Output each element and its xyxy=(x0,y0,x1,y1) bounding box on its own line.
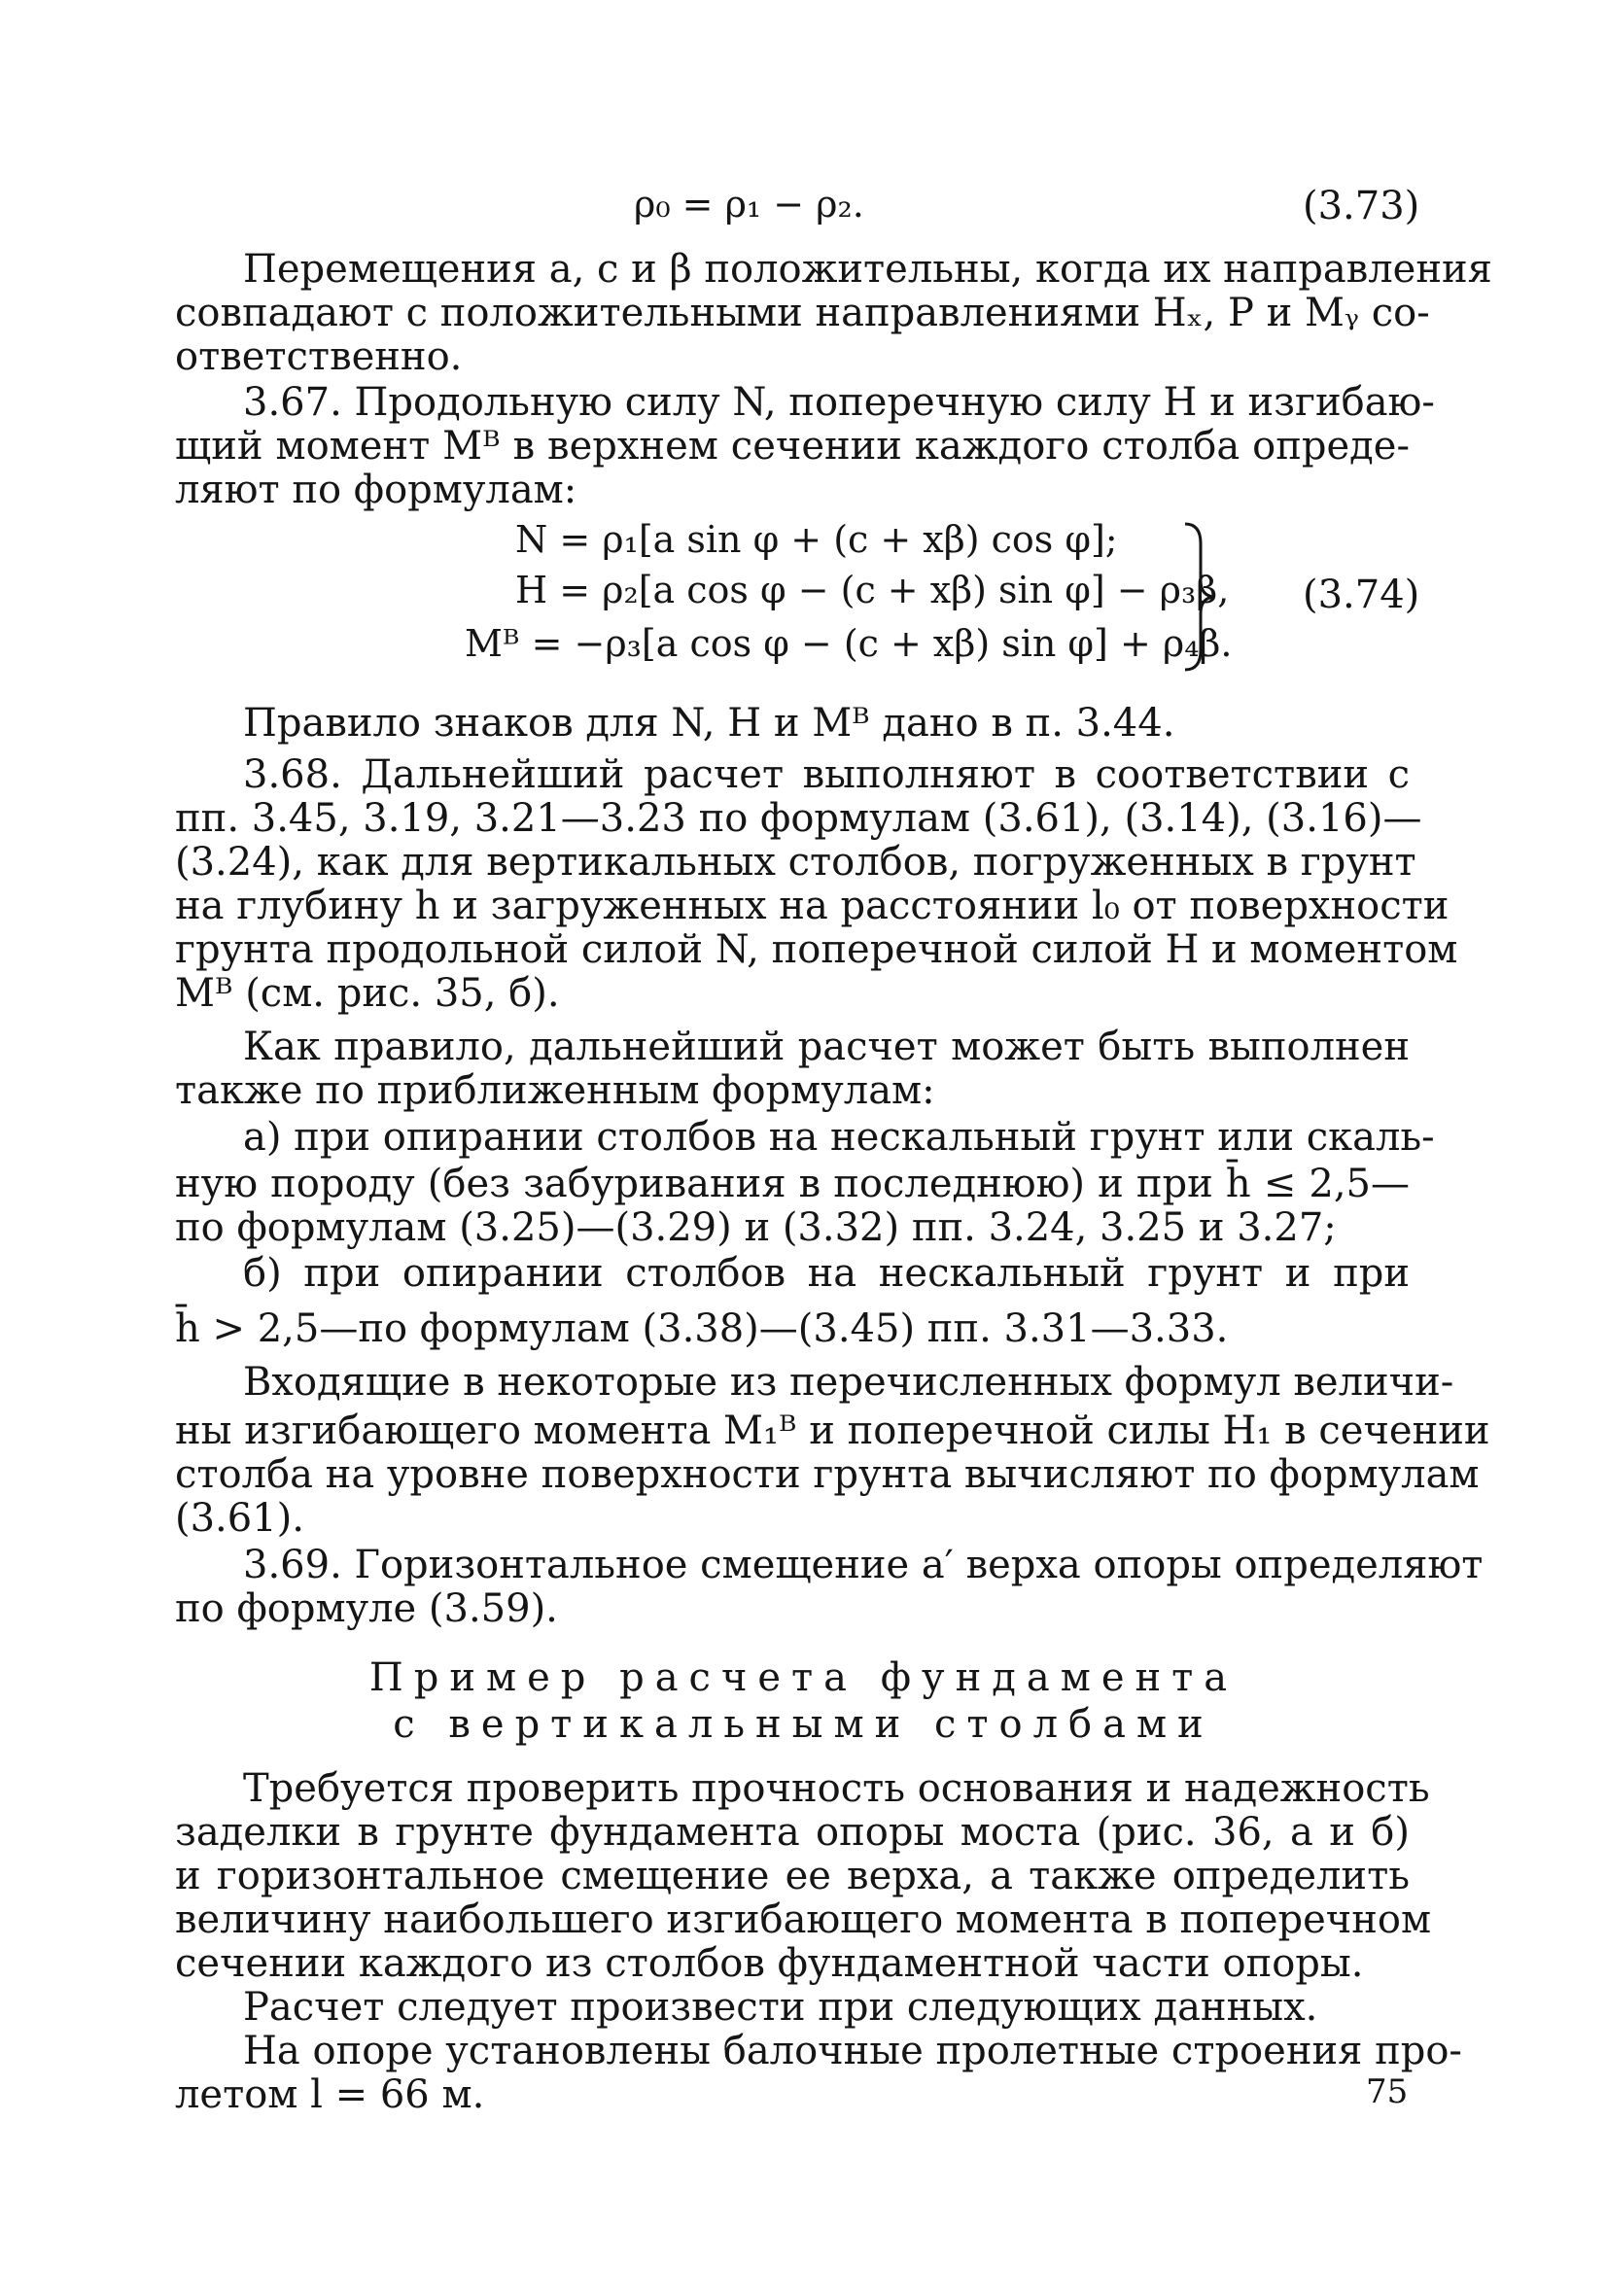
paragraph-3-69-line-2: по формуле (3.59). xyxy=(175,1586,558,1631)
paragraph-3-68-line-5: грунта продольной силой N, поперечной силой H и моментом xyxy=(175,927,1458,972)
section-heading-line-2: с вертикальными столбами xyxy=(393,1702,1214,1747)
paragraph-task-line-5: сечении каждого из столбов фундаментной части опоры. xyxy=(175,1941,1364,1986)
paragraph-3-68-line-1: 3.68. Дальнейший расчет выполняют в соответствии с xyxy=(243,752,1410,797)
equation-3-73: ρ₀ = ρ₁ − ρ₂. xyxy=(634,183,864,226)
list-item-a-line-3: по формулам (3.25)—(3.29) и (3.32) пп. 3.24, 3.25 и 3.27; xyxy=(175,1205,1337,1250)
paragraph-3-67-line-1: 3.67. Продольную силу N, поперечную силу H и изгибаю- xyxy=(243,380,1435,425)
right-brace-icon xyxy=(1181,520,1220,674)
paragraph-displacements-line-1: Перемещения a, c и β положительны, когда их направления xyxy=(243,247,1492,292)
paragraph-3-68-line-4: на глубину h и загруженных на расстоянии l₀ от поверхности xyxy=(175,884,1450,928)
paragraph-3-69-line-1: 3.69. Горизонтальное смещение a′ верха опоры определяют xyxy=(243,1543,1484,1587)
paragraph-displacements-line-2: совпадают с положительными направлениями Hₓ, P и Mᵧ со- xyxy=(175,291,1430,335)
paragraph-3-68-line-3: (3.24), как для вертикальных столбов, погруженных в грунт xyxy=(175,840,1416,885)
list-item-a-line-1: а) при опирании столбов на нескальный грунт или скаль- xyxy=(243,1115,1435,1160)
paragraph-approximate-line-1: Как правило, дальнейший расчет может быть выполнен xyxy=(243,1025,1410,1069)
paragraph-task-line-2: заделки в грунте фундамента опоры моста (рис. 36, а и б) xyxy=(175,1810,1410,1855)
paragraph-task-line-3: и горизонтальное смещение ее верха, а также определить xyxy=(175,1854,1410,1898)
section-heading-line-1: Пример расчета фундамента xyxy=(368,1655,1239,1700)
paragraph-sign-rule: Правило знаков для N, H и Mᴮ дано в п. 3.44. xyxy=(243,701,1175,746)
equation-3-74-line-2: H = ρ₂[a cos φ − (c + xβ) sin φ] − ρ₃β, xyxy=(515,569,1230,611)
paragraph-spans-line-1: На опоре установлены балочные пролетные строения про- xyxy=(243,2029,1462,2073)
paragraph-3-68-line-2: пп. 3.45, 3.19, 3.21—3.23 по формулам (3.61), (3.14), (3.16)— xyxy=(175,796,1422,841)
paragraph-included-values-line-1: Входящие в некоторые из перечисленных формул величи- xyxy=(243,1360,1454,1405)
paragraph-included-values-line-3: столба на уровне поверхности грунта вычисляют по формулам xyxy=(175,1452,1480,1497)
paragraph-task-line-4: величину наибольшего изгибающего момента в поперечном xyxy=(175,1897,1432,1942)
paragraph-included-values-line-4: (3.61). xyxy=(175,1496,304,1541)
paragraph-spans-line-2: летом l = 66 м. xyxy=(175,2072,485,2117)
equation-3-74-line-1: N = ρ₁[a sin φ + (c + xβ) cos φ]; xyxy=(515,518,1118,561)
paragraph-data-intro: Расчет следует произвести при следующих данных. xyxy=(243,1985,1318,2030)
paragraph-displacements-line-3: ответственно. xyxy=(175,334,463,379)
list-item-b-line-2: h̄ > 2,5—по формулам (3.38)—(3.45) пп. 3.31—3.33. xyxy=(175,1306,1229,1351)
paragraph-3-67-line-3: ляют по формулам: xyxy=(175,468,577,512)
equation-3-74-line-3: Mᴮ = −ρ₃[a cos φ − (c + xβ) sin φ] + ρ₄β. xyxy=(465,622,1233,665)
paragraph-3-67-line-2: щий момент Mᴮ в верхнем сечении каждого столба опреде- xyxy=(175,424,1410,469)
paragraph-3-68-line-6: Mᴮ (см. рис. 35, б). xyxy=(175,971,560,1016)
equation-3-73-number: (3.73) xyxy=(1303,184,1420,228)
paragraph-approximate-line-2: также по приближенным формулам: xyxy=(175,1068,935,1113)
paragraph-task-line-1: Требуется проверить прочность основания и надежность xyxy=(243,1766,1430,1811)
page-number: 75 xyxy=(1366,2072,1409,2111)
equation-3-74-number: (3.74) xyxy=(1303,573,1420,617)
list-item-b-line-1: б) при опирании столбов на нескальный грунт и при xyxy=(243,1251,1410,1296)
paragraph-included-values-line-2: ны изгибающего момента M₁ᴮ и поперечной силы H₁ в сечении xyxy=(175,1409,1490,1453)
list-item-a-line-2: ную породу (без забуривания в последнюю) и при h̄ ≤ 2,5— xyxy=(175,1162,1410,1206)
